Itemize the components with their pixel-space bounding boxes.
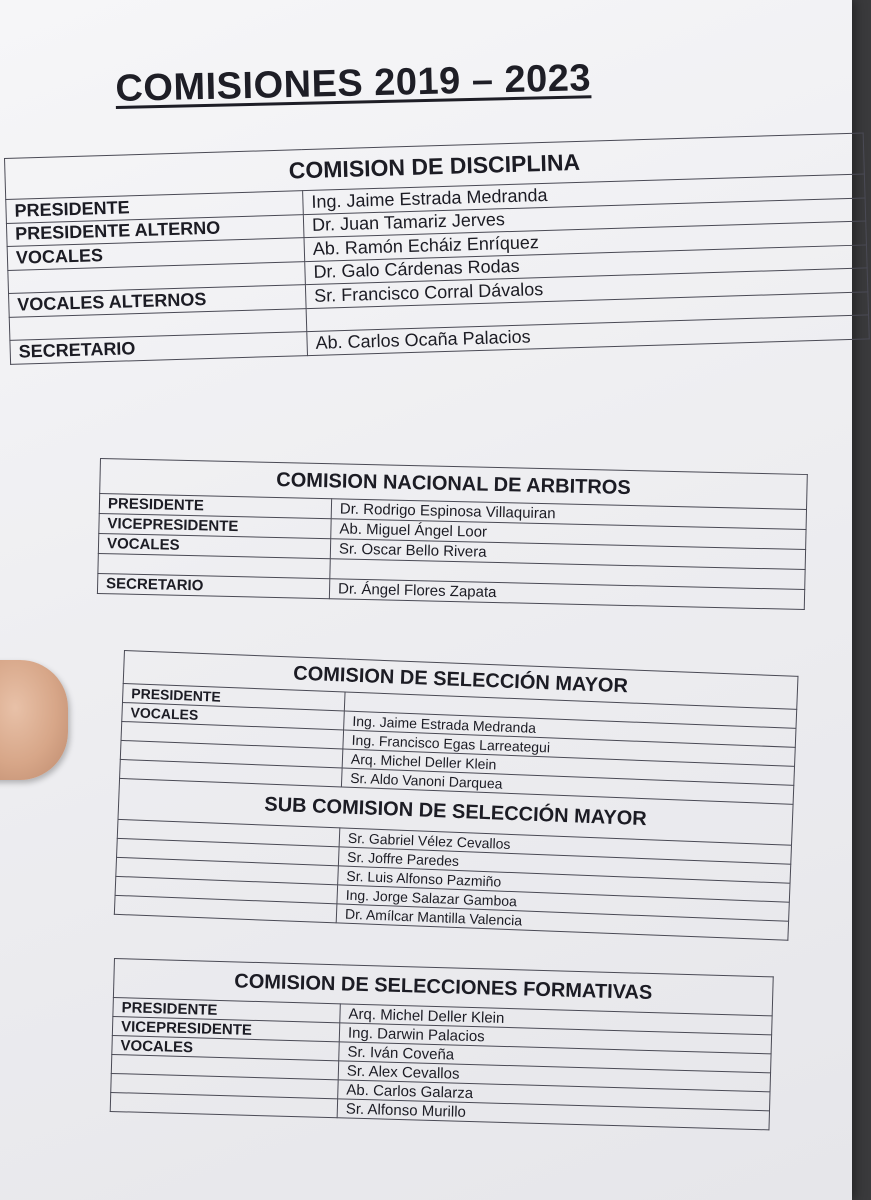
member-name-cell: Sr. Alfonso Murillo xyxy=(337,1099,769,1130)
member-name-cell: Arq. Michel Deller Klein xyxy=(342,749,794,785)
member-name-cell: Sr. Joffre Paredes xyxy=(338,847,790,883)
role-cell: VICEPRESIDENTE xyxy=(112,1016,339,1041)
member-name-cell: Ab. Carlos Galarza xyxy=(338,1080,770,1111)
role-cell: PRESIDENTE xyxy=(99,494,331,519)
document-title: COMISIONES 2019 – 2023 xyxy=(115,57,592,110)
member-name-cell: Ing. Francisco Egas Larreategui xyxy=(343,730,795,766)
committee-table-seleccion-mayor xyxy=(114,650,799,941)
role-cell: PRESIDENTE xyxy=(113,997,340,1022)
member-name-cell: Dr. Amílcar Mantilla Valencia xyxy=(336,904,788,940)
member-name-cell: Ab. Miguel Ángel Loor xyxy=(331,519,806,550)
committee-table-disciplina xyxy=(4,132,870,364)
member-name-cell: Ing. Darwin Palacios xyxy=(339,1023,771,1054)
member-name-cell: Sr. Oscar Bello Rivera xyxy=(330,539,805,570)
member-name-cell: Dr. Juan Tamariz Jerves xyxy=(303,197,865,237)
role-cell: PRESIDENTE xyxy=(122,683,345,711)
member-name-cell: Ing. Jaime Estrada Medranda xyxy=(344,711,796,747)
member-name-cell: Ab. Carlos Ocaña Palacios xyxy=(307,315,869,355)
member-name-cell: Sr. Aldo Vanoni Darquea xyxy=(341,768,793,804)
member-name-cell: Sr. Iván Coveña xyxy=(339,1042,771,1073)
role-cell: PRESIDENTE xyxy=(6,191,304,223)
committee-table-selecciones-formativas xyxy=(110,958,774,1130)
subcommittee-title: SUB COMISION DE SELECCIÓN MAYOR xyxy=(118,778,793,845)
role-cell: VOCALES xyxy=(98,533,330,558)
member-name-cell: Sr. Alex Cevallos xyxy=(338,1061,770,1092)
role-cell: VOCALES xyxy=(112,1035,339,1060)
committee-title: COMISION DE DISCIPLINA xyxy=(5,133,865,199)
committee-title: COMISION NACIONAL DE ARBITROS xyxy=(100,459,808,510)
committee-title: COMISION DE SELECCIONES FORMATIVAS xyxy=(113,959,773,1016)
committee-title: COMISION DE SELECCIÓN MAYOR xyxy=(123,651,798,710)
role-cell: SECRETARIO xyxy=(97,573,329,598)
role-cell: VOCALES ALTERNOS xyxy=(9,285,307,317)
member-name-cell: Sr. Francisco Corral Dávalos xyxy=(305,268,867,308)
member-name-cell: Dr. Galo Cárdenas Rodas xyxy=(305,244,867,284)
member-name-cell: Ing. Jaime Estrada Medranda xyxy=(303,174,865,214)
member-name-cell: Dr. Rodrigo Espinosa Villaquiran xyxy=(331,499,806,530)
member-name-cell: Ab. Ramón Echáiz Enríquez xyxy=(304,221,866,261)
member-name-cell: Sr. Gabriel Vélez Cevallos xyxy=(339,828,791,864)
role-cell: VOCALES xyxy=(7,238,305,270)
role-cell: PRESIDENTE ALTERNO xyxy=(6,214,304,246)
member-name-cell: Dr. Ángel Flores Zapata xyxy=(329,579,804,610)
member-name-cell: Sr. Luis Alfonso Pazmiño xyxy=(338,866,790,902)
member-name-cell: Arq. Michel Deller Klein xyxy=(340,1004,772,1035)
role-cell: SECRETARIO xyxy=(10,332,308,364)
role-cell: VOCALES xyxy=(122,702,345,730)
role-cell: VICEPRESIDENTE xyxy=(99,513,331,538)
committee-table-arbitros xyxy=(97,458,808,610)
member-name-cell: Ing. Jorge Salazar Gamboa xyxy=(337,885,789,921)
